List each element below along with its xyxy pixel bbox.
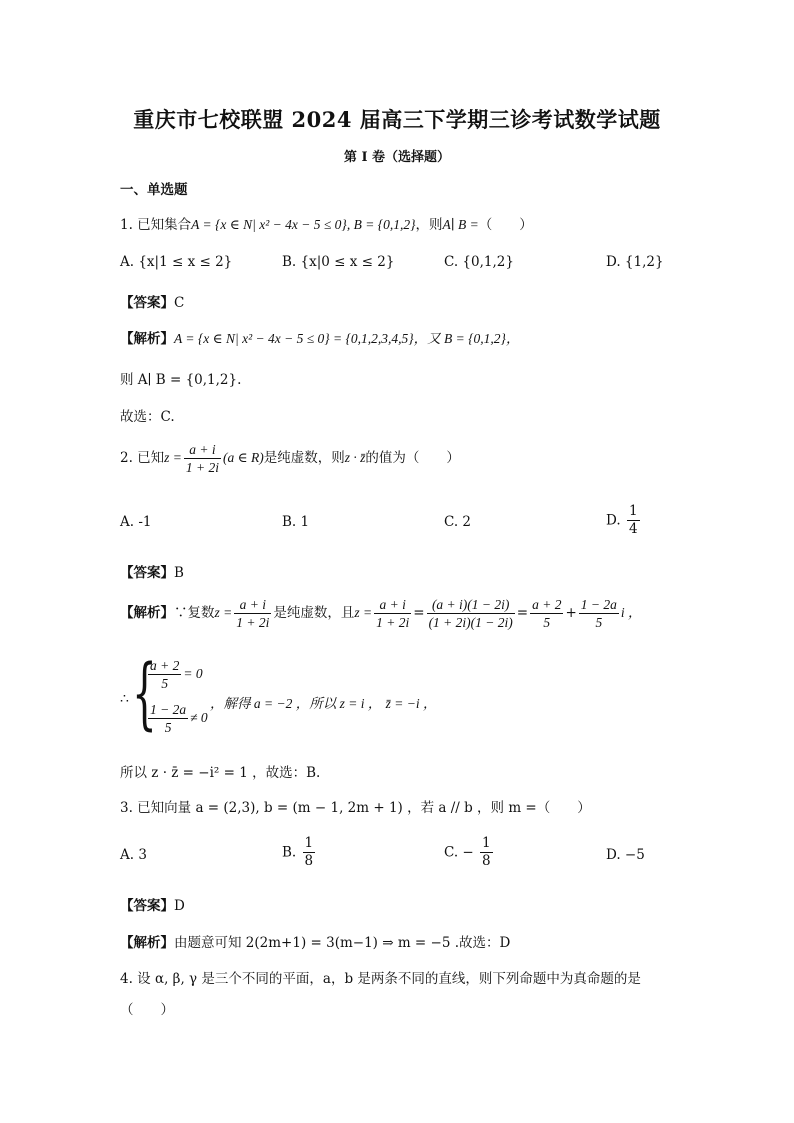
q2-option-d-fraction <box>627 503 640 538</box>
page-title: 重庆市七校联盟 2024 届高三下学期三诊考试数学试题 <box>133 107 661 132</box>
question-4-stem-line-1: 4. 设 α, β, γ 是三个不同的平面，a，b 是两条不同的直线，则下列命题中为真命题的是 <box>120 971 641 987</box>
q3-option-c <box>444 835 495 870</box>
q3-option-b-fraction <box>303 835 316 870</box>
q2-zz: z · z̄ <box>344 450 366 465</box>
q1-option-c: C. {0,1,2} <box>444 254 514 270</box>
q1-answer-value: C <box>174 295 185 311</box>
q2-option-b: B. 1 <box>282 514 310 530</box>
q2-an-f2-num: (a + i)(1 − 2i) <box>427 596 515 614</box>
q1-answer <box>120 291 184 311</box>
q1-analysis-line-2: 则 A∣ B = {0,1,2}. <box>120 372 242 388</box>
q2-analysis-frac-2 <box>374 596 411 631</box>
q1-option-a: A. {x|1 ≤ x ≤ 2} <box>120 254 233 270</box>
q2-analysis-label: 【解析】 <box>120 605 174 621</box>
q2-an-f1b-den: 1 + 2i <box>376 615 410 630</box>
q3-analysis <box>120 931 510 951</box>
q2-optd-den: 4 <box>628 521 638 537</box>
q3-analysis-text: 由题意可知 2(2m+1) = 3(m−1) ⇒ m = −5 .故选：D <box>174 935 511 951</box>
q3-option-b-label: B. <box>282 844 297 861</box>
q2-system-eq-1 <box>146 657 203 692</box>
q1-analysis-label: 【解析】 <box>120 331 174 347</box>
q1-stem-suffix: ，则 <box>415 217 443 233</box>
q2-an-f2-den: (1 + 2i)(1 − 2i) <box>428 615 513 630</box>
q3-answer-label: 【答案】 <box>120 898 174 914</box>
q2-sys-e2-rhs: ≠ 0 <box>190 710 208 725</box>
q2-sys-e1-num: a + 2 <box>150 658 180 673</box>
q2-sys-conj-text: z̄ = −i ， <box>385 696 437 711</box>
q2-analysis-line-1: 【解析】∵复数z = $\frac{a + i}{1 + 2i}$ 是纯虚数，且z = $\frac{a + i}{1 + 2i}$ = $\frac{(a + i)(1 - 2i)}{(1 + 2i)(1 - 2i)}$ = $\frac{a + 2}{5}$ + $\frac{1 - 2a}{5}$ i ， <box>120 597 642 630</box>
q2-condition: (a ∈ R) <box>223 450 264 465</box>
q2-option-d <box>606 503 642 538</box>
q1-answer-label: 【答案】 <box>120 295 174 311</box>
q2-answer <box>120 561 184 581</box>
q2-sys-frac-1 <box>148 657 181 692</box>
section-heading: 一、单选题 <box>120 182 188 198</box>
q2-an-f1b-num: a + i <box>374 596 411 614</box>
question-4-stem-line-2: （ ） <box>120 1002 174 1018</box>
q2-system-eq-2 <box>146 701 208 736</box>
q2-z: z = <box>164 450 182 465</box>
q2-analysis-frac-5 <box>579 596 619 631</box>
q3-optc-den: 8 <box>482 853 491 869</box>
q3-option-d: D. −5 <box>606 847 645 863</box>
q2-answer-value: B <box>174 565 184 581</box>
q2-option-d-label: D. <box>606 512 621 529</box>
q2-frac-den: 1 + 2i <box>185 460 220 475</box>
q1-stem-prefix: 1. 已知集合 <box>120 217 192 233</box>
q2-answer-label: 【答案】 <box>120 565 174 581</box>
q2-an-f4-den: 5 <box>595 615 603 630</box>
q2-an-f1-num: a + i <box>234 596 271 614</box>
therefore-symbol: ∴ <box>120 691 129 707</box>
q2-analysis-b: 是纯虚数，且 <box>273 605 355 621</box>
q2-an-f4-num: 1 − 2a <box>580 597 617 612</box>
q2-analysis-final: 所以 z · z̄ = −i² = 1 ，故选：B. <box>120 765 321 781</box>
q2-an-f1-den: 1 + 2i <box>236 615 270 630</box>
q2-sys-result-text: ，解得 a = −2 ，所以 z = i ， <box>210 696 382 711</box>
q2-analysis-a: ∵复数 <box>174 605 215 621</box>
q3-optc-num: 1 <box>482 835 491 851</box>
question-2-stem <box>120 441 460 476</box>
q2-option-c: C. 2 <box>444 514 472 530</box>
q3-optb-den: 8 <box>304 853 314 869</box>
q2-analysis-tail: i ， <box>620 605 642 620</box>
q3-analysis-label: 【解析】 <box>120 935 174 951</box>
brace-symbol: { <box>132 649 157 739</box>
q2-analysis-frac-1 <box>234 596 271 631</box>
q2-sys-e2-num: 1 − 2a <box>150 702 187 717</box>
q3-option-c-fraction <box>480 835 493 870</box>
question-3-stem: 3. 已知向量 a = (2,3), b = (m − 1, 2m + 1) ，若 a // b ，则 m =（ ） <box>120 800 591 816</box>
q1-analysis-line-3: 故选：C. <box>120 409 175 425</box>
q3-answer-value: D <box>174 898 185 914</box>
q2-sys-e1-den: 5 <box>161 676 169 691</box>
q2-optd-num: 1 <box>628 503 638 519</box>
q2-system-result <box>210 692 437 712</box>
q3-option-b <box>282 835 317 870</box>
q1-analysis-line-1 <box>120 327 519 347</box>
q2-stem-end: 的值为（ ） <box>365 450 460 466</box>
q2-sys-frac-2 <box>148 701 188 736</box>
q2-sys-e1-rhs: = 0 <box>183 666 203 681</box>
q2-analysis-z1: z = <box>214 605 233 620</box>
q2-frac-num: a + i <box>184 441 221 459</box>
q2-analysis-frac-4 <box>530 596 563 631</box>
q1-analysis-text-1: A = {x ∈ N| x² − 4x − 5 ≤ 0} = {0,1,2,3,4,5}，又 B = {0,1,2}， <box>174 331 520 346</box>
q1-option-b: B. {x|0 ≤ x ≤ 2} <box>282 254 395 270</box>
q2-analysis-frac-3 <box>427 596 515 631</box>
q3-option-c-label: C. − <box>444 844 474 861</box>
q2-analysis-z2: z = <box>354 605 373 620</box>
q1-option-d: D. {1,2} <box>606 254 664 270</box>
q2-fraction <box>184 441 221 476</box>
q2-an-f3-num: a + 2 <box>532 597 562 612</box>
page-subtitle: 第 I 卷（选择题） <box>343 150 451 165</box>
q3-option-a: A. 3 <box>120 847 147 863</box>
q2-stem-suffix: 是纯虚数，则 <box>263 450 345 466</box>
question-1-stem <box>120 213 533 233</box>
q2-sys-e2-den: 5 <box>164 720 172 735</box>
q2-stem-prefix: 2. 已知 <box>120 450 165 466</box>
q3-answer <box>120 894 185 914</box>
q1-stem-end: （ ） <box>478 217 533 233</box>
q3-optb-num: 1 <box>304 835 314 851</box>
q1-stem-math2: A∣ B = <box>442 217 479 232</box>
q2-option-a: A. -1 <box>120 514 152 530</box>
q1-stem-math: A = {x ∈ N| x² − 4x − 5 ≤ 0}, B = {0,1,2} <box>191 217 416 232</box>
q2-an-f3-den: 5 <box>543 615 551 630</box>
